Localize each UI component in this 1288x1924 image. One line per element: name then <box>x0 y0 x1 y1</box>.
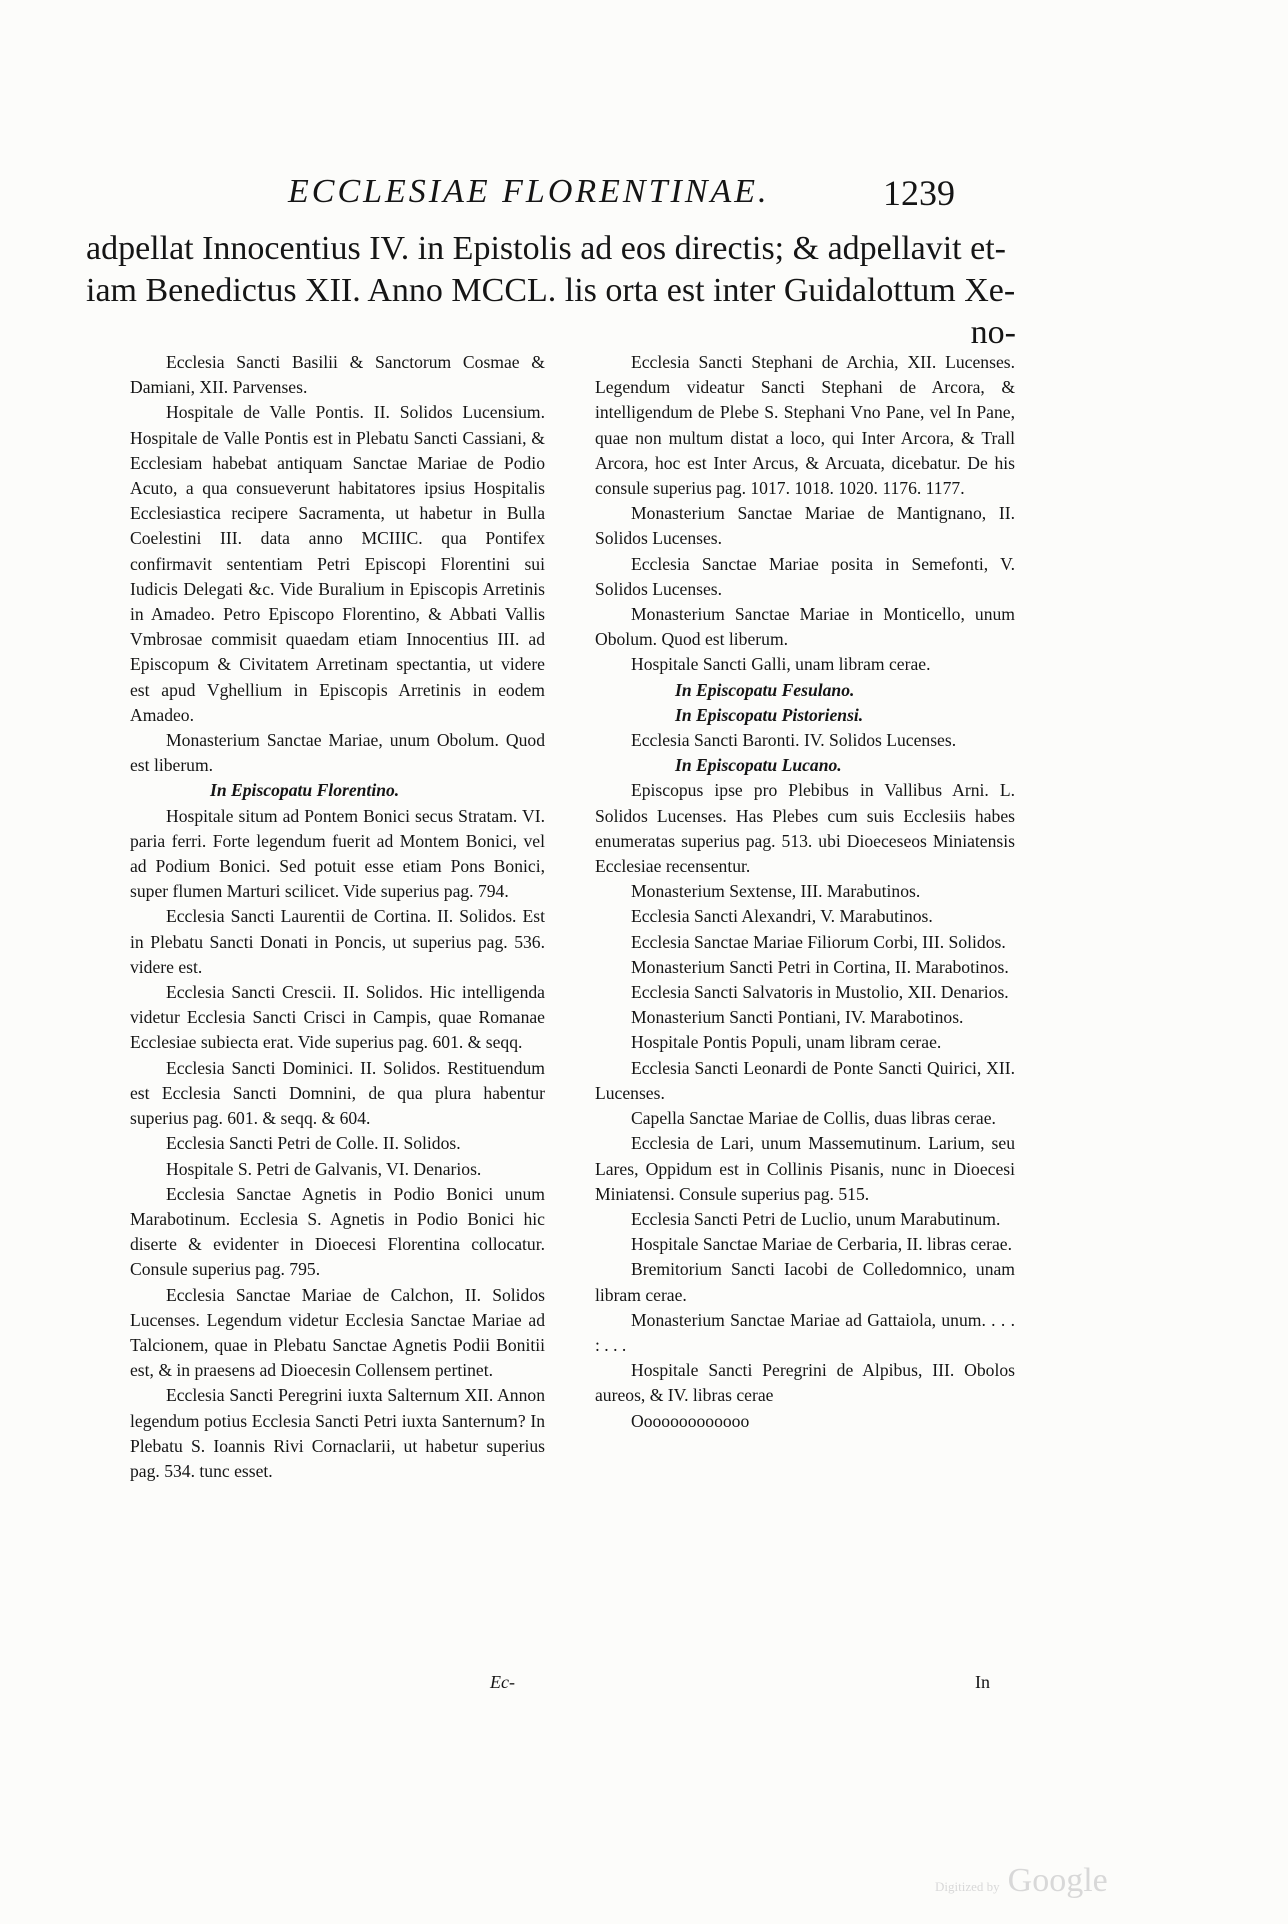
catchword-right: In <box>975 1672 990 1692</box>
list-item: Ecclesia Sanctae Agnetis in Podio Bonici unum Marabotinum. Ecclesia S. Agnetis in Podio Bonici hic diserte & evidenter in Dioecesi Florentina collocatur. Consule superius pag. 795. <box>130 1183 545 1280</box>
list-item: Hospitale Sancti Galli, unam libram cerae. <box>631 654 931 675</box>
list-item: Ecclesia Sancti Crescii. II. Solidos. Hic intelligenda videtur Ecclesia Sancti Crisci in Campis, quae Romanae Ecclesiae subiecta erat. Vide superius pag. 601. & seqq. <box>130 982 545 1053</box>
list-item: Ecclesia Sancti Leonardi de Ponte Sancti Quirici, XII. Lucenses. <box>595 1057 1015 1103</box>
list-item: Hospitale Sanctae Mariae de Cerbaria, II. libras cerae. <box>631 1234 1013 1255</box>
watermark-small-text: Digitized by <box>935 1879 1000 1894</box>
right-column <box>595 350 1015 1434</box>
list-item: Ecclesia Sancti Peregrini iuxta Salternum XII. Annon legendum potius Ecclesia Sancti Petri iuxta Santernum? In Plebatu S. Ioannis Rivi Cornaclarii, ut habetur superius pag. 534. tunc esset. <box>130 1385 545 1481</box>
list-item: Monasterium Sanctae Mariae ad Gattaiola, unum. . . . : . . . <box>595 1309 1015 1355</box>
list-item: Episcopus ipse pro Plebibus in Vallibus Arni. L. Solidos Lucenses. Has Plebes cum suis Ecclesiis habes enumeratas superius pag. 513. ubi Dioeceseos Miniatensis Ecclesiae recensentur. <box>595 780 1015 877</box>
list-item: Ecclesia Sancti Basilii & Sanctorum Cosmae & Damiani, XII. Parvenses. <box>130 352 545 398</box>
page-number: 1239 <box>883 173 955 213</box>
list-item: Ecclesia Sancti Petri de Luclio, unum Marabutinum. <box>631 1208 1001 1229</box>
list-item: Monasterium Sextense, III. Marabutinos. <box>631 881 921 902</box>
intro-line: no- <box>970 314 1016 351</box>
intro-line: iam Benedictus XII. Anno MCCL. lis orta est inter Guidalottum Xe- <box>86 272 1016 309</box>
list-item: Monasterium Sanctae Mariae de Mantignano, II. Solidos Lucenses. <box>595 503 1015 549</box>
list-item: Hospitale Pontis Populi, unam libram cerae. <box>631 1032 942 1053</box>
list-item: Ecclesia Sancti Stephani de Archia, XII. Lucenses. Legendum videatur Sancti Stephani de Arcora, & intelligendum de Plebe S. Stephani Vno Pane, vel In Pane, quae non multum distat a loco, qui Inter Arcora, & Trall Arcora, hoc est Inter Arcus, & Arcuata, dicebatur. De his consule superius pag. 1017. 1018. 1020. 1176. 1177. <box>595 352 1015 499</box>
list-item: Hospitale situm ad Pontem Bonici secus Stratam. VI. paria ferri. Forte legendum fuerit ad Montem Bonici, vel ad Podium Bonici. Sed potuit esse etiam Pons Bonici, super flumen Marturi scilicet. Vide superius pag. 794. <box>130 805 545 902</box>
list-item: Hospitale de Valle Pontis. II. Solidos Lucensium. Hospitale de Valle Pontis est in Plebatu Sancti Cassiani, & Ecclesiam habebat antiquam Sanctae Mariae de Podio Acuto, a qua consueverunt habitatores ipsius Hospitalis Ecclesiastica recipere Sacramenta, ut habetur in Bulla Coelestini III. data anno MCIIIC. qua Pontifex confirmavit sententiam Petri Episcopi Florentini sui Iudicis Delegati &c. Vide Buralium in Episcopis Arretinis in Amadeo. Petro Episcopo Florentino, & Abbati Vallis Vmbrosae commisit quaedam etiam Innocentius III. ad Episcopum & Civitatem Arretinam spectantia, ut videre est apud Vghellium in Episcopis Arretinis in eodem Amadeo. <box>130 402 545 725</box>
catchword-left: Ec- <box>490 1672 515 1692</box>
list-item: Ecclesia Sancti Dominici. II. Solidos. Restituendum est Ecclesia Sancti Domnini, de qua plura habentur superius pag. 601. & seqq. & 604. <box>130 1057 545 1129</box>
list-item: Ecclesia Sancti Salvatoris in Mustolio, XII. Denarios. <box>631 982 1009 1003</box>
list-item: Monasterium Sancti Petri in Cortina, II. Marabotinos. <box>631 956 1009 977</box>
running-title: ECCLESIAE FLORENTINAE. <box>288 173 770 210</box>
digitized-watermark <box>935 1862 1108 1900</box>
intro-paragraph <box>86 228 1016 354</box>
list-item: Ecclesia Sancti Petri de Colle. II. Solidos. <box>166 1133 461 1154</box>
list-item: Ecclesia Sanctae Mariae Filiorum Corbi, III. Solidos. <box>631 931 1006 952</box>
list-item: Monasterium Sanctae Mariae in Monticello, unum Obolum. Quod est liberum. <box>595 604 1015 650</box>
list-item: Ecclesia de Lari, unum Massemutinum. Larium, seu Lares, Oppidum est in Collinis Pisanis, nunc in Dioecesi Miniatensi. Consule superius pag. 515. <box>595 1133 1015 1204</box>
section-heading: In Episcopatu Lucano. <box>675 755 842 776</box>
intro-line: adpellat Innocentius IV. in Epistolis ad eos directis; & adpellavit et- <box>86 230 1006 267</box>
section-heading: In Episcopatu Florentino. <box>210 780 400 801</box>
google-logo: Google <box>1007 1862 1108 1899</box>
left-column <box>130 350 545 1484</box>
list-item: Ecclesia Sanctae Mariae posita in Semefonti, V. Solidos Lucenses. <box>595 553 1015 599</box>
list-item: Ecclesia Sancti Alexandri, V. Marabutinos. <box>631 906 933 927</box>
list-item: Monasterium Sanctae Mariae, unum Obolum. Quod est liberum. <box>130 730 545 776</box>
list-item: Ecclesia Sanctae Mariae de Calchon, II. Solidos Lucenses. Legendum videtur Ecclesia Sanctae Mariae ad Talcionem, quae in Plebatu Sanctae Agnetis Podii Bonitii est, & in praesens ad Dioecesin Collensem pertinet. <box>130 1284 545 1381</box>
list-item: Monasterium Sancti Pontiani, IV. Marabotinos. <box>631 1007 964 1028</box>
section-heading: In Episcopatu Fesulano. <box>675 679 855 700</box>
list-item: Ecclesia Sancti Laurentii de Cortina. II. Solidos. Est in Plebatu Sancti Donati in Poncis, ut superius pag. 536. videre est. <box>130 906 545 977</box>
list-item: Hospitale Sancti Peregrini de Alpibus, III. Obolos aureos, & IV. libras cerae <box>595 1360 1015 1406</box>
list-item: Hospitale S. Petri de Galvanis, VI. Denarios. <box>166 1158 482 1179</box>
section-heading: In Episcopatu Pistoriensi. <box>675 704 864 725</box>
list-item: Ooooooooooooo <box>631 1410 750 1431</box>
list-item: Ecclesia Sancti Baronti. IV. Solidos Lucenses. <box>631 730 957 751</box>
list-item: Capella Sanctae Mariae de Collis, duas libras cerae. <box>631 1108 996 1129</box>
list-item: Bremitorium Sancti Iacobi de Colledomnico, unam libram cerae. <box>595 1259 1015 1305</box>
